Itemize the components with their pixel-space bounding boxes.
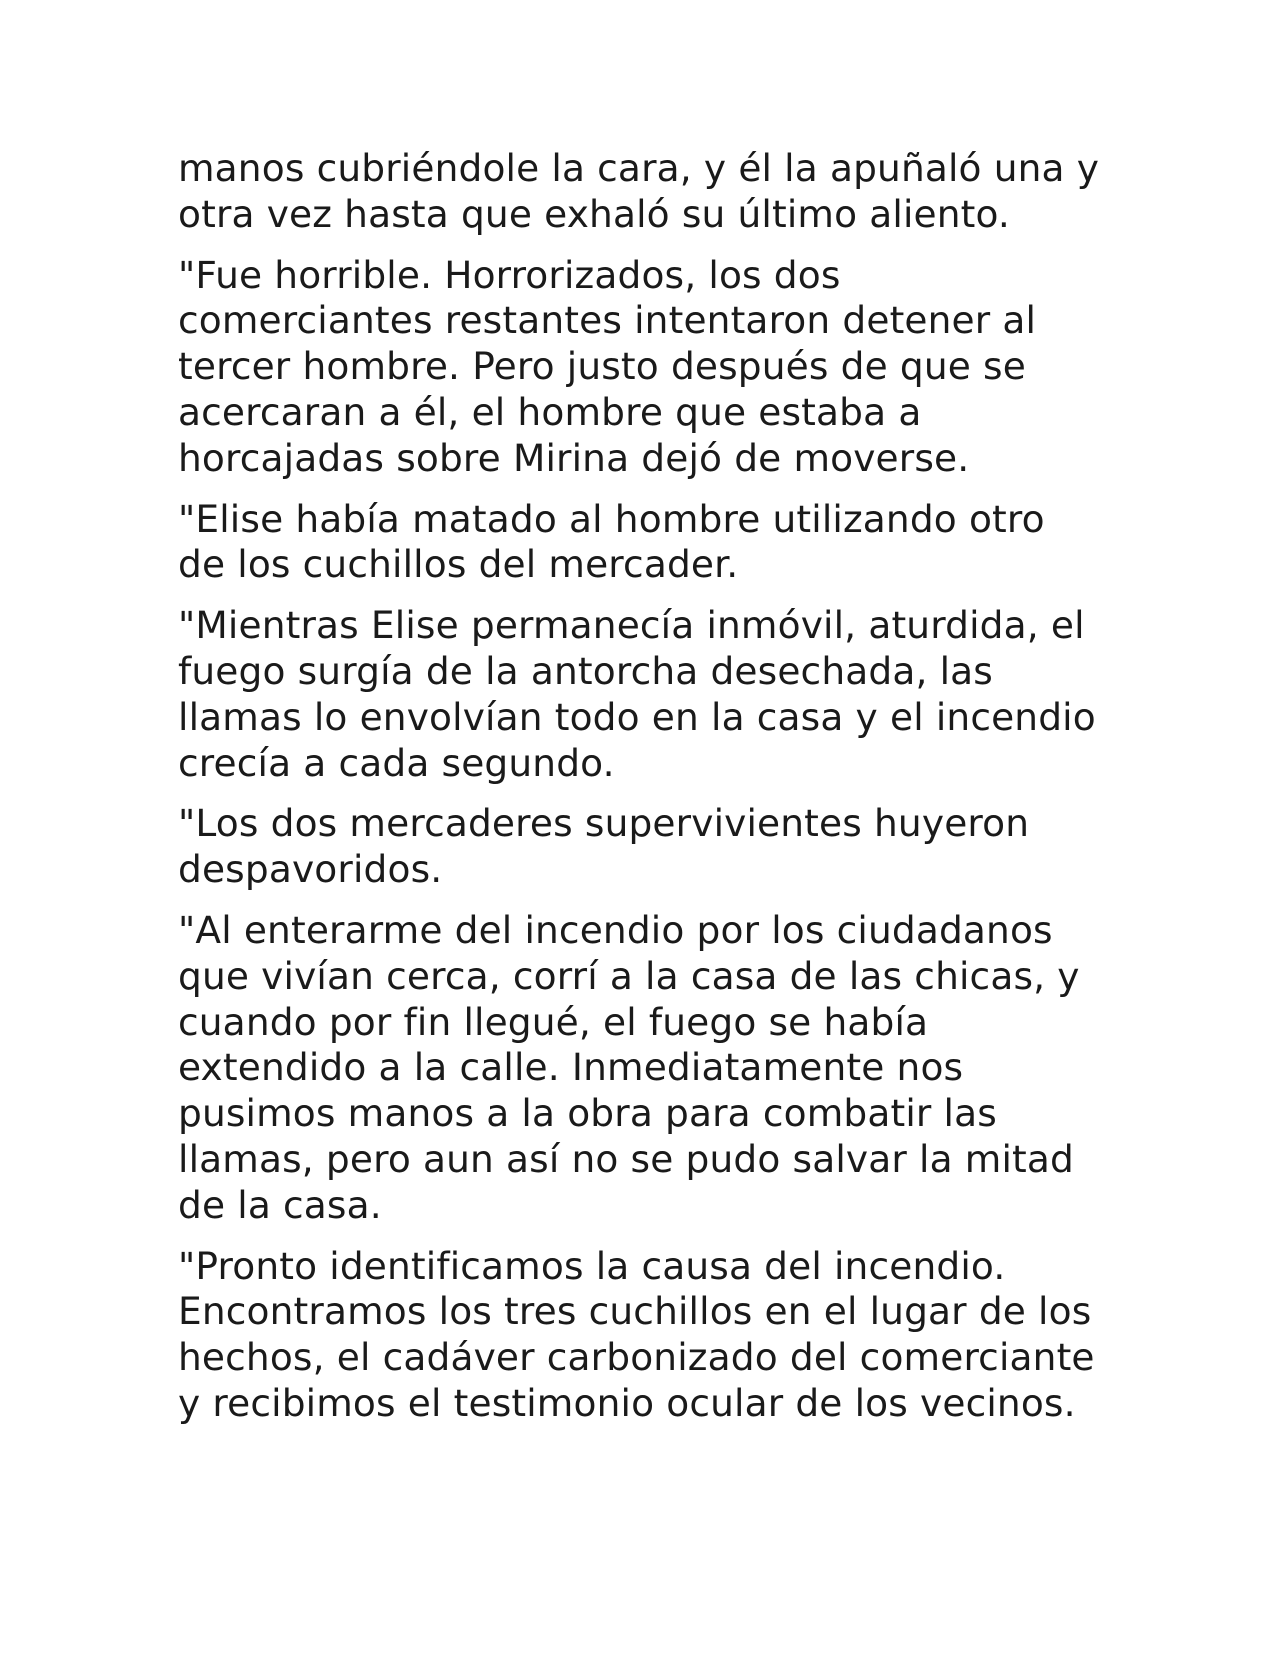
- text-line: de la casa.: [178, 1182, 382, 1227]
- text-line: pusimos manos a la obra para combatir las: [178, 1091, 997, 1136]
- text-line: comerciantes restantes intentaron detener al: [178, 298, 1037, 343]
- text-line: llamas lo envolvían todo en la casa y el incendio: [178, 694, 1096, 739]
- text-line: y recibimos el testimonio ocular de los vecinos.: [178, 1380, 1076, 1425]
- paragraph-6: [178, 908, 1118, 1229]
- text-line: extendido a la calle. Inmediatamente nos: [178, 1045, 964, 1090]
- paragraph-2: [178, 253, 1118, 482]
- paragraph-7: [178, 1244, 1118, 1427]
- text-line: manos cubriéndole la cara, y él la apuñaló una y: [178, 146, 1100, 190]
- text-line: "Elise había matado al hombre utilizando otro: [178, 496, 1045, 541]
- paragraph-4: [178, 603, 1118, 786]
- text-line: despavoridos.: [178, 847, 443, 892]
- text-line: de los cuchillos del mercader.: [178, 542, 739, 587]
- text-line: horcajadas sobre Mirina dejó de moverse.: [178, 435, 970, 480]
- body-text: [178, 146, 1118, 1442]
- paragraph-3: [178, 497, 1118, 589]
- text-line: crecía a cada segundo.: [178, 740, 615, 785]
- text-line: que vivían cerca, corrí a la casa de las chicas, y: [178, 953, 1080, 998]
- paragraph-5: [178, 801, 1118, 893]
- text-line: "Fue horrible. Horrorizados, los dos: [178, 252, 841, 297]
- paragraph-1: [178, 146, 1118, 238]
- text-line: llamas, pero aun así no se pudo salvar la mitad: [178, 1136, 1074, 1181]
- text-line: "Pronto identificamos la causa del incendio.: [178, 1243, 1006, 1288]
- text-line: "Los dos mercaderes supervivientes huyeron: [178, 801, 1030, 846]
- text-line: tercer hombre. Pero justo después de que se: [178, 344, 1026, 389]
- text-line: hechos, el cadáver carbonizado del comerciante: [178, 1335, 1095, 1380]
- text-line: acercaran a él, el hombre que estaba a: [178, 389, 922, 434]
- text-line: cuando por fin llegué, el fuego se había: [178, 999, 929, 1044]
- text-line: "Al enterarme del incendio por los ciudadanos: [178, 907, 1053, 952]
- text-line: otra vez hasta que exhaló su último aliento.: [178, 191, 1011, 236]
- text-line: fuego surgía de la antorcha desechada, las: [178, 648, 993, 693]
- text-line: Encontramos los tres cuchillos en el lugar de los: [178, 1289, 1092, 1334]
- text-line: "Mientras Elise permanecía inmóvil, aturdida, el: [178, 603, 1085, 648]
